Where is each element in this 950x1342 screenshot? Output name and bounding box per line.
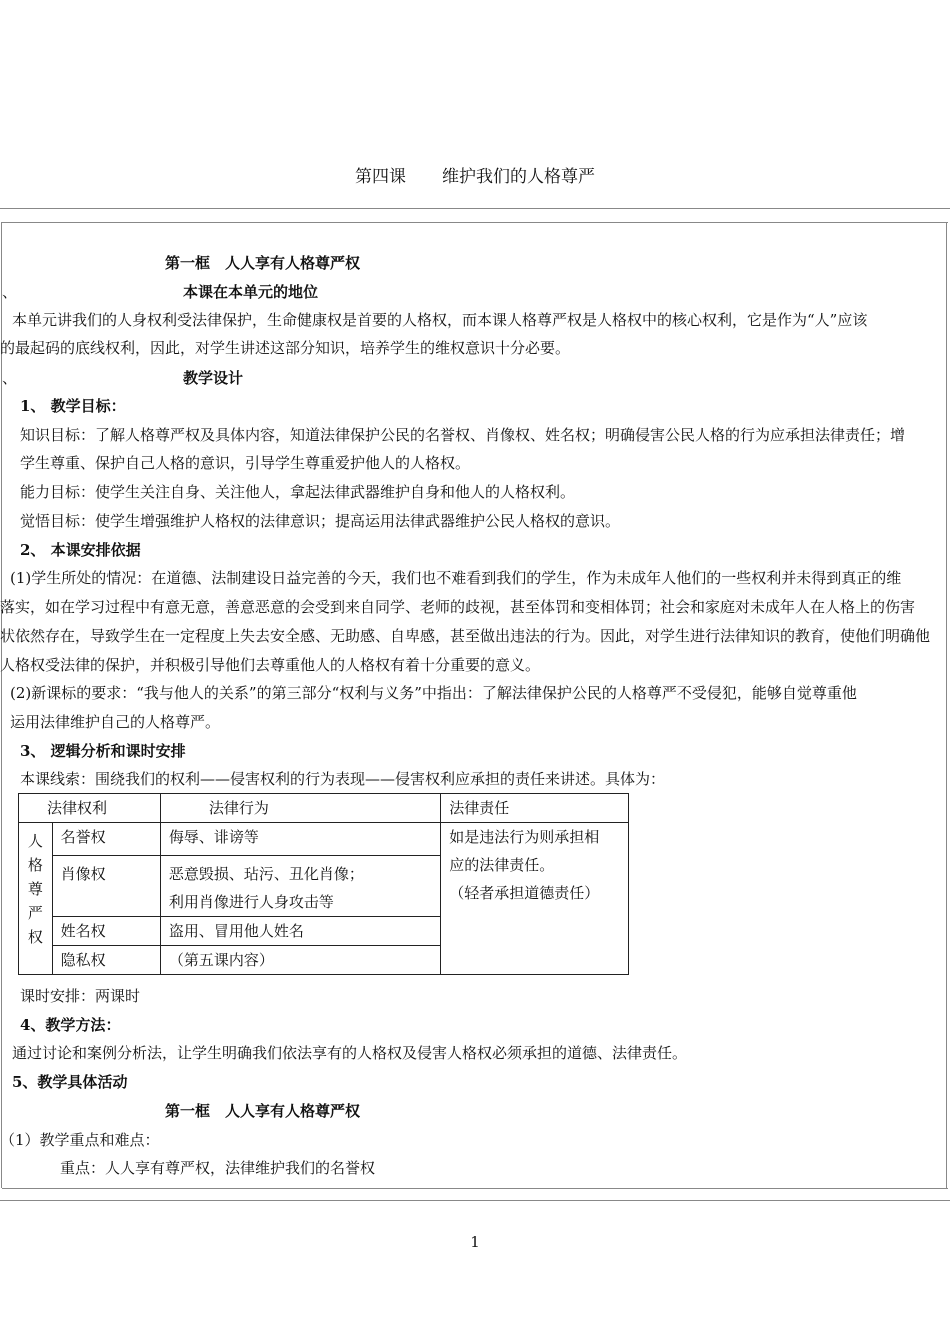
- section-heading: 教学设计: [183, 369, 244, 387]
- row-group-label: [19, 823, 53, 975]
- page-title: [0, 162, 950, 187]
- rights-table: [18, 793, 629, 975]
- frame-border-top-inner: [2, 222, 948, 223]
- paragraph-line: （1）教学重点和难点：: [0, 1131, 160, 1149]
- subsection-heading: 3、 逻辑分析和课时安排: [20, 742, 186, 760]
- frame-heading: 第一框 人人享有人格尊严权: [165, 254, 361, 272]
- paragraph-line: 觉悟目标：使学生增强维护人格权的法律意识；提高运用法律武器维护公民人格权的意识。: [20, 512, 621, 530]
- paragraph-line: 落实，如在学习过程中有意无意，善意恶意的会受到来自同学、老师的歧视，甚至体罚和变相体罚；社会和家庭对未成年人在人格上的伤害: [0, 598, 916, 616]
- lesson-title: 维护我们的人格尊严: [442, 167, 595, 187]
- table-cell: 盗用、冒用他人姓名: [160, 917, 440, 946]
- page-number: 1: [470, 1233, 480, 1251]
- table-header-cell: 法律责任: [441, 794, 629, 823]
- frame-border-bottom-outer: [0, 1200, 950, 1201]
- table-header-row: [19, 794, 629, 823]
- lesson-number: 第四课: [355, 167, 406, 187]
- liability-cell: [441, 823, 629, 975]
- frame-border-left: [1, 222, 2, 1188]
- frame-border-top-outer: [0, 208, 950, 209]
- paragraph-line: 学生尊重、保护自己人格的意识，引导学生尊重爱护他人的人格权。: [20, 454, 471, 472]
- table-cell: 名誉权: [52, 823, 160, 856]
- subsection-heading: 1、 教学目标：: [20, 397, 126, 415]
- paragraph-line: 运用法律维护自己的人格尊严。: [10, 713, 221, 731]
- table-cell: 姓名权: [52, 917, 160, 946]
- paragraph-line: 的最起码的底线权利，因此，对学生讲述这部分知识，培养学生的维权意识十分必要。: [0, 339, 571, 357]
- paragraph-line: (2)新课标的要求：“我与他人的关系”的第三部分“权利与义务”中指出：了解法律保护公民的人格尊严不受侵犯，能够自觉尊重他: [10, 684, 857, 702]
- subsection-heading: 4、教学方法：: [20, 1016, 121, 1034]
- paragraph-line: 知识目标：了解人格尊严权及具体内容，知道法律保护公民的名誉权、肖像权、姓名权；明确侵害公民人格的行为应承担法律责任；增: [20, 426, 906, 444]
- frame-border-right: [946, 222, 947, 1188]
- frame-heading: 第一框 人人享有人格尊严权: [165, 1102, 361, 1120]
- paragraph-line: 本课线索：围绕我们的权利——侵害权利的行为表现——侵害权利应承担的责任来讲述。具体为：: [20, 770, 666, 788]
- paragraph-line: 本单元讲我们的人身权利受法律保护，生命健康权是首要的人格权，而本课人格尊严权是人格权中的核心权利，它是作为“人”应该: [12, 311, 868, 329]
- table-cell: （第五课内容）: [160, 946, 440, 975]
- table-header-cell: 法律权利: [19, 794, 161, 823]
- table-cell: 隐私权: [52, 946, 160, 975]
- table-cell: 肖像权: [52, 856, 160, 917]
- label-char: 格: [27, 856, 43, 874]
- label-char: 严: [27, 904, 43, 922]
- liability-line: 应的法律责任。: [449, 856, 555, 874]
- label-char: 尊: [27, 880, 43, 898]
- paragraph-line: 课时安排：两课时: [20, 987, 141, 1005]
- liability-line: （轻者承担道德责任）: [449, 884, 600, 902]
- paragraph-line: 重点：人人享有尊严权，法律维护我们的名誉权: [60, 1159, 376, 1177]
- paragraph-line: (1)学生所处的情况：在道德、法制建设日益完善的今天，我们也不难看到我们的学生，作为未成年人他们的一些权利并未得到真正的维: [10, 569, 902, 587]
- paragraph-line: 通过讨论和案例分析法，让学生明确我们依法享有的人格权及侵害人格权必须承担的道德、法律责任。: [12, 1044, 688, 1062]
- subsection-heading: 5、教学具体活动: [12, 1073, 128, 1091]
- table-cell: [160, 856, 440, 917]
- table-cell: 侮辱、诽谤等: [160, 823, 440, 856]
- subsection-heading: 2、 本课安排依据: [20, 541, 141, 559]
- paragraph-line: 能力目标：使学生关注自身、关注他人，拿起法律武器维护自身和他人的人格权利。: [20, 483, 576, 501]
- label-char: 人: [27, 832, 43, 850]
- liability-line: 如是违法行为则承担相: [449, 828, 600, 846]
- cell-line: 利用肖像进行人身攻击等: [168, 893, 334, 911]
- paragraph-line: 状依然存在，导致学生在一定程度上失去安全感、无助感、自卑感，甚至做出违法的行为。因此，对学生进行法律知识的教育，使他们明确他: [0, 627, 931, 645]
- label-char: 权: [27, 928, 43, 946]
- frame-border-bottom-inner: [2, 1188, 948, 1189]
- cell-line: 恶意毁损、玷污、丑化肖像；: [168, 865, 364, 883]
- section-heading: 本课在本单元的地位: [183, 283, 319, 301]
- table-row: [19, 823, 629, 856]
- table-header-cell: 法律行为: [160, 794, 440, 823]
- paragraph-line: 人格权受法律的保护，并积极引导他们去尊重他人的人格权有着十分重要的意义。: [0, 656, 541, 674]
- section-marker: 、: [2, 283, 18, 301]
- section-marker: 、: [2, 369, 18, 387]
